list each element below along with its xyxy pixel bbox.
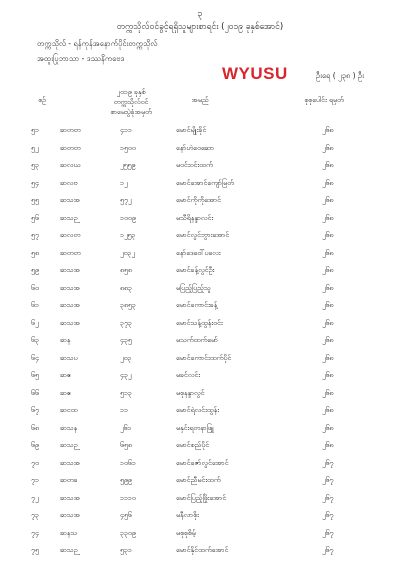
row-class-code: ဆသအ (60, 493, 80, 502)
row-name: မောင်မျိုးခိုင် (176, 126, 207, 134)
university-line: တက္ကသိုလ် - ရန်ကုန်အနောက်ပိုင်းတက္ကသိုလ် (37, 39, 158, 48)
row-seat-number: ၃၃၀၉ (120, 528, 136, 537)
row-number: ၇၂ (31, 493, 39, 502)
row-class-code: ဆသဉ (60, 441, 78, 449)
row-total-marks: ၂၆၈ (322, 301, 334, 309)
table-row (0, 439, 400, 457)
row-total-marks: ၂၆၈ (322, 336, 334, 344)
table-row (0, 317, 400, 335)
table-row (0, 299, 400, 317)
row-class-code: ဆသအ (60, 458, 80, 467)
row-class-code: ဆသအ (60, 196, 80, 204)
row-seat-number: ၂၀၃၂ (120, 248, 135, 257)
row-class-code: ဆတတ (60, 143, 81, 152)
row-seat-number: ၅၁၃ (120, 388, 132, 397)
row-total-marks: ၂၆၇ (322, 528, 334, 537)
document-title: တက္ကသိုလ်ဝင်ခွင့်ရရှိသူများစာရင်း (၂၀၁၉ ခုနှစ်အောင်) (116, 22, 284, 32)
row-number: ၆၅ (31, 371, 39, 379)
row-seat-number: ၈၅၈ (120, 266, 132, 274)
row-total-marks: ၂၆၈ (322, 213, 334, 222)
column-header-name: အမည် (191, 96, 209, 104)
row-class-code: ဆငထ (60, 406, 78, 414)
row-seat-number: ၈၈၃ (120, 283, 132, 292)
row-number: ၇၅ (31, 546, 39, 554)
row-class-code: ဆဧ (60, 371, 71, 379)
table-row (0, 212, 400, 230)
table-row (0, 177, 400, 195)
row-number: ၅၆ (31, 213, 39, 222)
column-header-seat-line1: ၂၀၁၉ ခုနှစ် (116, 88, 146, 96)
row-number: ၇၀ (31, 458, 39, 467)
row-class-code: ဆသအ (60, 266, 80, 274)
row-name: မစုစုစိမ့် (176, 528, 196, 537)
row-total-marks: ၂၆၇ (322, 546, 334, 554)
column-header-seat-line3: စာမေးပွဲခုံအမှတ် (110, 108, 152, 116)
row-total-marks: ၂၆၇ (322, 458, 334, 467)
table-row (0, 124, 400, 142)
row-total-marks: ၂၆၈ (322, 231, 334, 239)
table-row (0, 474, 400, 492)
table-row (0, 247, 400, 265)
row-seat-number: ၅၉၉ (120, 476, 132, 484)
row-total-marks: ၂၆၈ (322, 143, 334, 152)
row-name: မောင်လွင်ဘွားအောင် (176, 231, 230, 239)
row-class-code: ဆသအ (60, 318, 80, 327)
row-total-marks: ၂၆၈ (322, 178, 334, 187)
row-number: ၆၄ (31, 353, 39, 362)
row-seat-number: ၄၅၆ (120, 511, 132, 519)
row-name: မခင်လင်း (176, 371, 201, 379)
table-row (0, 159, 400, 177)
table-row (0, 194, 400, 212)
row-class-code: ဆတတ (60, 248, 81, 257)
row-seat-number: ၁၁ (120, 406, 128, 414)
row-class-code: ဆသအ (60, 283, 80, 292)
row-name: မဝင်းဝင်းထက် (176, 161, 213, 169)
row-number: ၅၁ (31, 126, 39, 134)
row-name: မောင်နိုင်ထက်အောင် (176, 546, 229, 554)
row-number: ၆၃ (31, 336, 39, 344)
row-class-code: ဆသအ (60, 301, 80, 309)
table-row (0, 544, 400, 562)
row-seat-number: ၁၀၆၁ (120, 458, 136, 467)
row-name: မောင်စည်ပိုင် (176, 441, 210, 449)
row-seat-number: ၄၃၂ (120, 371, 132, 379)
row-total-marks: ၂၆၇ (322, 511, 334, 519)
row-name: မနီလာစိုး (176, 511, 199, 519)
table-row (0, 404, 400, 422)
row-class-code: ဆသဉ (60, 213, 78, 222)
row-class-code: ဆလယ (60, 161, 81, 169)
row-number: ၆၀ (31, 283, 39, 292)
table-row (0, 509, 400, 527)
table-body (0, 124, 400, 562)
row-name: မောင်ဇော်လွင်အောင် (176, 458, 229, 467)
row-number: ၅၅ (31, 196, 39, 204)
row-number: ၇၃ (31, 511, 39, 519)
row-number: ၇၄ (31, 528, 39, 537)
row-seat-number: ၃၇၃ (120, 318, 132, 327)
row-class-code: ဆတတ (60, 126, 81, 134)
row-seat-number: ၅၃၁ (120, 546, 132, 554)
row-total-marks: ၂၆၈ (322, 126, 334, 134)
row-number: ၅၇ (31, 231, 39, 239)
row-class-code: ဆသအ (60, 511, 80, 519)
row-name: မောင်ရဲလင်းထွန်း (176, 406, 219, 414)
row-total-marks: ၂၆၈ (322, 248, 334, 257)
row-class-code: ဆဧ (60, 388, 71, 397)
table-row (0, 264, 400, 282)
row-seat-number: ၆၅၈ (120, 441, 132, 449)
row-number: ၆၈ (31, 423, 39, 432)
row-name: နော်ဒေဝေါ်ပလေး (176, 248, 221, 257)
row-name: နော်ဟဲဝေဆော (176, 143, 215, 152)
row-name: မောင်ကောင်းခန့် (176, 301, 218, 309)
row-total-marks: ၂၆၈ (322, 196, 334, 204)
row-class-code: ဆသန (60, 423, 78, 432)
table-header (0, 86, 400, 114)
table-row (0, 282, 400, 300)
table-row (0, 387, 400, 405)
column-header-seat-line2: တက္ကသိုလ်ဝင် (113, 98, 149, 106)
row-number: ၅၄ (31, 178, 39, 187)
major-line: အထူးပြုဘာသာ - ဒဿနိကဗေဒ (37, 54, 125, 63)
row-seat-number: ၁၁၁၀ (120, 493, 136, 502)
row-seat-number: ၅၇၂ (120, 196, 132, 204)
row-total-marks: ၂၆၇ (322, 493, 334, 502)
table-row (0, 527, 400, 545)
row-seat-number: ၃၈၅၃ (120, 301, 136, 309)
row-name: မောင်ညီမင်းထက် (176, 476, 221, 484)
row-number: ၅၉ (31, 266, 39, 274)
row-seat-number: ၂၅၅၉ (120, 161, 136, 169)
row-number: ၆၁ (31, 301, 39, 309)
row-name: မပြည့်ပြည့်သူ (176, 283, 211, 292)
row-seat-number: ၂၀၃ (120, 353, 132, 362)
row-class-code: ဆန (60, 336, 71, 344)
row-name: မနှင်းရတနာဖြူ (176, 423, 214, 432)
row-seat-number: ၂၆၁ (120, 423, 132, 432)
row-number: ၆၂ (31, 318, 39, 327)
row-seat-number: ၄၃၅ (120, 336, 132, 344)
row-name: မစုနန္ဒာလွင် (176, 388, 205, 397)
table-row (0, 457, 400, 475)
column-header-total-marks: စုစုပေါင်း ရမှတ် (304, 96, 344, 104)
page-number: ၃ (197, 9, 203, 19)
total-count: ဦးရေ ( ၂၃၈ ) ဦး (315, 71, 364, 80)
row-number: ၅၃ (31, 161, 39, 169)
row-number: ၅၈ (31, 248, 39, 257)
row-number: ၇၁ (31, 476, 39, 484)
row-total-marks: ၂၆၈ (322, 371, 334, 379)
column-header-no: စဉ် (38, 96, 46, 104)
row-class-code: ဆလဗ (60, 178, 78, 187)
row-name: မောင်ကိုကိုအောင် (176, 196, 221, 204)
row-name: မသီရိနန္ဒာလင်း (176, 213, 214, 222)
row-total-marks: ၂၆၈ (322, 353, 334, 362)
table-row (0, 352, 400, 370)
column-header-seat-number (92, 87, 170, 117)
row-number: ၅၂ (31, 143, 39, 152)
row-seat-number: ၁၂၅၃ (120, 231, 136, 239)
table-row (0, 142, 400, 160)
row-total-marks: ၂၆၈ (322, 423, 334, 432)
row-class-code: ဆတခ (60, 476, 78, 484)
table-row (0, 334, 400, 352)
table-row (0, 422, 400, 440)
row-class-code: ဆလတ (60, 231, 81, 239)
row-number: ၆၉ (31, 441, 39, 449)
row-seat-number: ၁၅၀၀ (120, 143, 136, 152)
row-total-marks: ၂၆၈ (322, 406, 334, 414)
row-total-marks: ၂၆၈ (322, 283, 334, 292)
row-number: ၆၆ (31, 388, 39, 397)
row-name: မောင်ခန့်လွင်ဦး (176, 266, 215, 274)
row-name: မောင်အောင်ကျော်မြတ် (176, 178, 234, 187)
row-seat-number: ၁၂ (120, 178, 128, 187)
row-name: မောင်ပြည့်ဖြိုးအောင် (176, 493, 227, 502)
row-name: မသက်ထက်မော် (176, 336, 218, 344)
row-class-code: ဆသဉ (60, 546, 78, 554)
table-row (0, 492, 400, 510)
table-row (0, 229, 400, 247)
row-name: မောင်သန့်ထွန်းဝင်း (176, 318, 223, 327)
row-name: မောင်ကောင်းထက်ပိုင် (176, 353, 232, 362)
row-class-code: ဆနသ (60, 528, 78, 537)
row-total-marks: ၂၆၈ (322, 388, 334, 397)
row-total-marks: ၂၆၈ (322, 266, 334, 274)
row-total-marks: ၂၆၈ (322, 161, 334, 169)
row-seat-number: ၄၁၁ (120, 126, 132, 134)
row-number: ၆၇ (31, 406, 39, 414)
row-class-code: ဆသပ (60, 353, 78, 362)
table-row (0, 369, 400, 387)
row-seat-number: ၁၀၀၉ (120, 213, 136, 222)
row-total-marks: ၂၆၈ (322, 441, 334, 449)
row-total-marks: ၂၆၇ (322, 476, 334, 484)
watermark-logo: WYUSU (222, 64, 288, 83)
row-total-marks: ၂၆၈ (322, 318, 334, 327)
